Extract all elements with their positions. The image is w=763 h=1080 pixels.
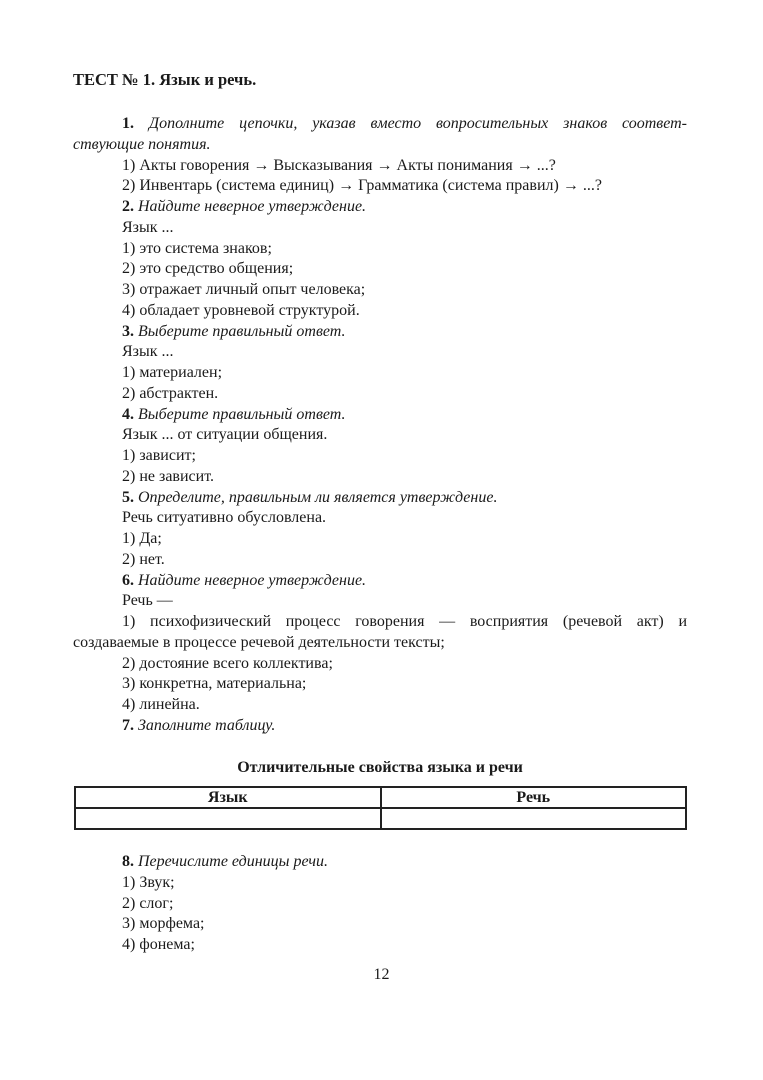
- column-header-speech: Речь: [381, 787, 687, 808]
- question-4-prompt: 4. Выберите правильный ответ.: [122, 405, 346, 423]
- answer-option: 2) достояние всего коллектива;: [122, 654, 333, 672]
- questions-body: [73, 114, 687, 737]
- table-caption: Отличительные свойства языка и речи: [237, 759, 523, 776]
- answer-option: 4) обладает уровневой структурой.: [122, 301, 360, 319]
- question-stem: Речь —: [122, 592, 173, 610]
- page-number: 12: [373, 966, 390, 983]
- answer-option: 1) Звук;: [122, 873, 175, 891]
- answer-option: 1) психофизический процесс говорения — восприятия (речевой акт) и: [122, 613, 687, 630]
- table-cell-language[interactable]: [75, 808, 381, 829]
- properties-table: [74, 786, 687, 830]
- answer-option: 1) Акты говорения → Высказывания → Акты понимания → ...?: [122, 156, 556, 174]
- answer-option: 3) конкретна, материальна;: [122, 675, 307, 693]
- table-row: [75, 808, 686, 829]
- question-2-prompt: 2. Найдите неверное утверждение.: [122, 198, 367, 215]
- answer-option: 2) абстрактен.: [122, 384, 219, 402]
- answer-option: 1) зависит;: [122, 447, 196, 464]
- question-3-prompt: 3. Выберите правильный ответ.: [122, 322, 346, 340]
- answer-option: 1) материален;: [122, 364, 223, 381]
- answer-option: 4) линейна.: [122, 696, 200, 713]
- answer-option: 1) это система знаков;: [122, 239, 272, 257]
- column-header-language: Язык: [75, 787, 381, 808]
- question-stem: Речь ситуативно обусловлена.: [122, 509, 327, 527]
- answer-option: 1) Да;: [122, 530, 162, 547]
- question-5-prompt: 5. Определите, правильным ли является утверждение.: [122, 488, 498, 506]
- question-7-prompt: 7. Заполните таблицу.: [122, 716, 276, 734]
- answer-option: 2) не зависит.: [122, 467, 214, 485]
- answer-option: 2) это средство общения;: [122, 260, 294, 278]
- answer-option: 2) Инвентарь (система единиц) → Грамматика (система правил) → ...?: [122, 177, 602, 195]
- question-1-prompt-cont: ствующие понятия.: [73, 135, 211, 153]
- test-title: ТЕСТ № 1. Язык и речь.: [73, 70, 257, 89]
- answer-option: 2) нет.: [122, 550, 165, 568]
- table-cell-speech[interactable]: [381, 808, 687, 829]
- question-stem: Язык ...: [122, 218, 174, 236]
- answer-option: 3) отражает личный опыт человека;: [122, 281, 366, 298]
- question-6-prompt: 6. Найдите неверное утверждение.: [122, 571, 367, 589]
- question-stem: Язык ... от ситуации общения.: [122, 426, 328, 444]
- answer-option: 3) морфема;: [122, 915, 205, 933]
- question-8: [73, 852, 687, 956]
- table-header-row: [75, 787, 686, 808]
- question-8-prompt: 8. Перечислите единицы речи.: [122, 853, 329, 870]
- answer-option-cont: создаваемые в процессе речевой деятельности тексты;: [73, 633, 445, 651]
- question-1-prompt: 1. Дополните цепочки, указав вместо вопросительных знаков соответ-: [122, 115, 688, 132]
- question-stem: Язык ...: [122, 343, 174, 361]
- answer-option: 2) слог;: [122, 894, 174, 912]
- answer-option: 4) фонема;: [122, 936, 195, 953]
- question-number: 1.: [122, 115, 134, 132]
